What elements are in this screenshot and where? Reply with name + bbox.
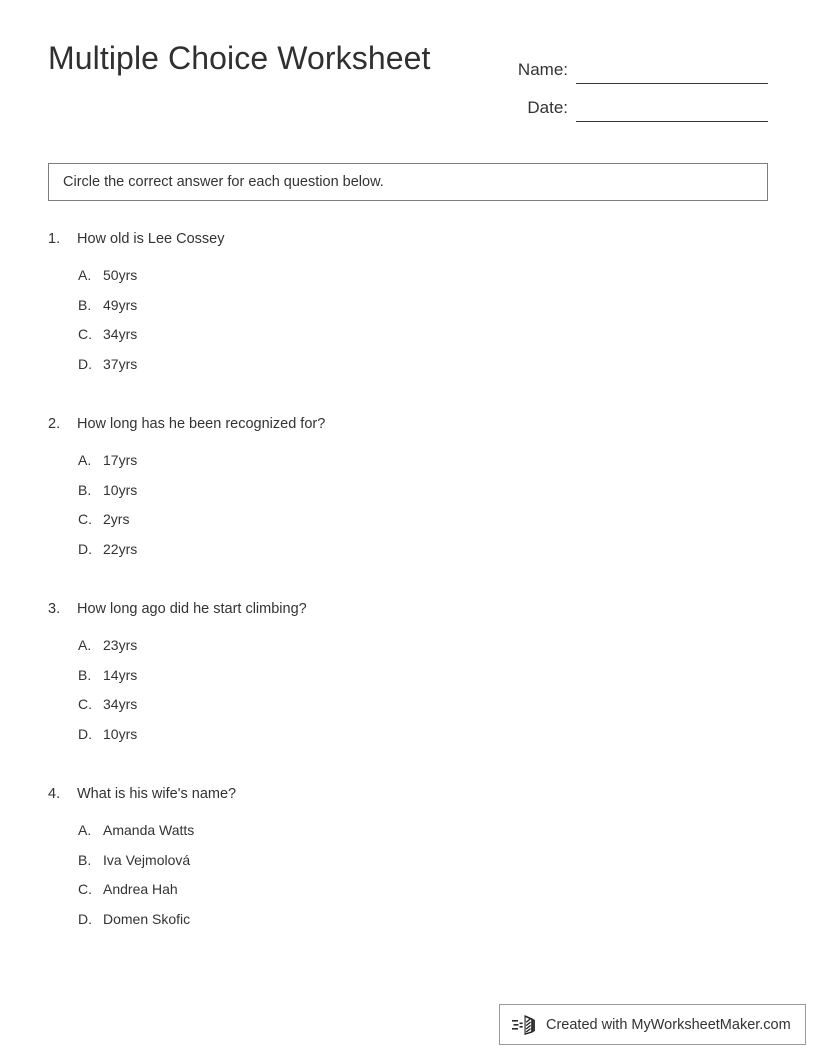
option-list — [48, 267, 768, 385]
option-text: Andrea Hah — [103, 881, 178, 897]
date-input-line[interactable] — [576, 99, 768, 122]
question-text: What is his wife's name? — [77, 786, 237, 802]
question-number: 3. — [48, 601, 61, 617]
instruction-box — [48, 163, 768, 201]
option-text: 37yrs — [103, 355, 138, 372]
option-letter: A. — [78, 637, 92, 653]
question-line — [48, 601, 768, 617]
question-number: 1. — [48, 231, 61, 247]
option-row[interactable] — [78, 452, 768, 482]
date-field-row — [506, 84, 768, 122]
option-row[interactable] — [78, 667, 768, 697]
option-letter: B. — [78, 666, 92, 683]
option-text: 10yrs — [103, 725, 138, 742]
option-row[interactable] — [78, 637, 768, 667]
option-letter: B. — [78, 296, 92, 313]
option-row[interactable] — [78, 326, 768, 356]
option-row[interactable] — [78, 267, 768, 297]
question-number: 4. — [48, 786, 61, 802]
option-row[interactable] — [78, 297, 768, 327]
option-letter: D. — [78, 910, 92, 927]
option-letter: A. — [78, 822, 92, 838]
option-letter: B. — [78, 851, 92, 868]
option-row[interactable] — [78, 852, 768, 882]
option-row[interactable] — [78, 541, 768, 571]
option-row[interactable] — [78, 881, 768, 911]
option-letter: D. — [78, 725, 92, 742]
option-letter: C. — [78, 696, 92, 712]
badge-label: Created with MyWorksheetMaker.com — [546, 1016, 791, 1033]
option-text: Domen Skofic — [103, 910, 191, 927]
option-list — [48, 637, 768, 755]
question-line — [48, 231, 768, 247]
name-label: Name: — [517, 60, 568, 79]
question-block — [48, 231, 768, 385]
option-text: 50yrs — [103, 267, 138, 283]
option-text: 22yrs — [103, 540, 138, 557]
option-text: 34yrs — [103, 326, 138, 342]
option-letter: C. — [78, 511, 92, 527]
question-text: How old is Lee Cossey — [77, 231, 225, 247]
option-letter: C. — [78, 881, 92, 897]
option-letter: A. — [78, 267, 92, 283]
instruction-text: Circle the correct answer for each question below. — [63, 174, 384, 190]
option-text: 49yrs — [103, 296, 138, 313]
option-text: 34yrs — [103, 696, 138, 712]
option-letter: B. — [78, 481, 92, 498]
worksheet-maker-logo-icon — [512, 1013, 538, 1037]
option-row[interactable] — [78, 511, 768, 541]
option-row[interactable] — [78, 726, 768, 756]
question-block — [48, 601, 768, 755]
name-date-block — [506, 46, 768, 122]
option-row[interactable] — [78, 356, 768, 386]
question-block — [48, 786, 768, 940]
option-letter: D. — [78, 355, 92, 372]
option-text: Iva Vejmolová — [103, 851, 191, 868]
option-text: 2yrs — [103, 511, 130, 527]
option-row[interactable] — [78, 482, 768, 512]
option-text: Amanda Watts — [103, 822, 195, 838]
option-list — [48, 452, 768, 570]
option-row[interactable] — [78, 911, 768, 941]
option-letter: C. — [78, 326, 92, 342]
question-line — [48, 786, 768, 802]
question-text: How long ago did he start climbing? — [77, 601, 307, 617]
worksheet-header — [48, 40, 768, 130]
option-list — [48, 822, 768, 940]
option-letter: A. — [78, 452, 92, 468]
option-row[interactable] — [78, 822, 768, 852]
question-list — [48, 231, 768, 971]
option-text: 23yrs — [103, 637, 138, 653]
date-label: Date: — [527, 98, 568, 117]
option-row[interactable] — [78, 696, 768, 726]
option-letter: D. — [78, 540, 92, 557]
question-line — [48, 416, 768, 432]
created-with-badge[interactable] — [499, 1004, 806, 1045]
question-block — [48, 416, 768, 570]
question-number: 2. — [48, 416, 61, 432]
option-text: 17yrs — [103, 452, 138, 468]
name-input-line[interactable] — [576, 61, 768, 84]
question-text: How long has he been recognized for? — [77, 416, 326, 432]
option-text: 14yrs — [103, 666, 138, 683]
page-title: Multiple Choice Worksheet — [48, 40, 431, 76]
option-text: 10yrs — [103, 481, 138, 498]
name-field-row — [506, 46, 768, 84]
